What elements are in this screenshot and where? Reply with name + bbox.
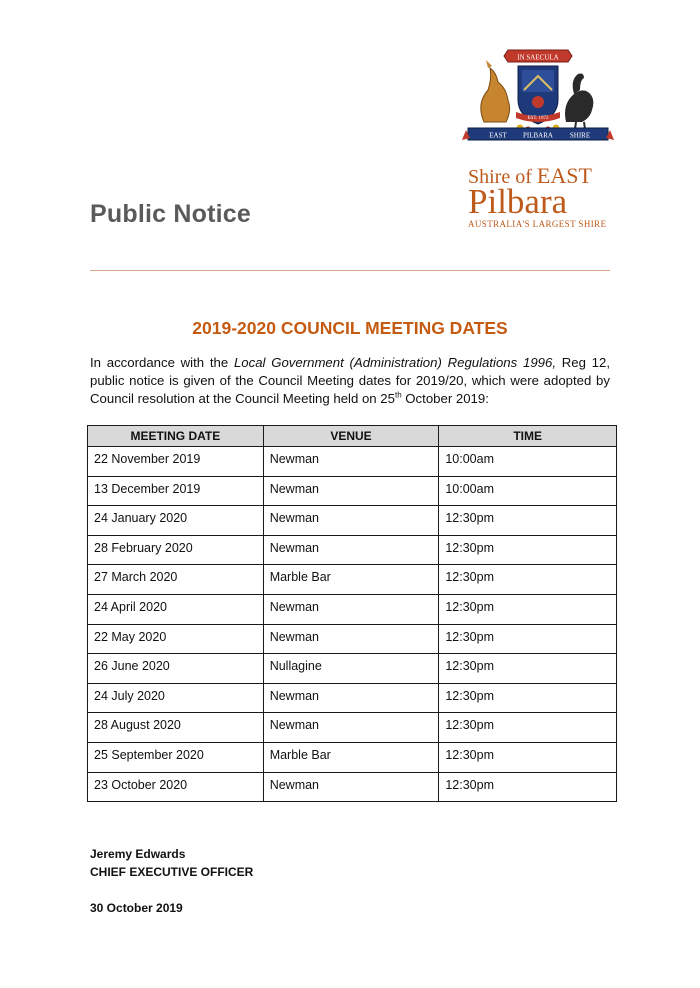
- cell-date: 28 February 2020: [88, 535, 264, 565]
- column-header-venue: VENUE: [263, 426, 439, 447]
- cell-venue: Newman: [263, 476, 439, 506]
- cell-venue: Newman: [263, 594, 439, 624]
- wordmark-pilbara: Pilbara: [468, 182, 568, 221]
- signature-block: [90, 845, 253, 917]
- cell-date: 23 October 2020: [88, 772, 264, 802]
- cell-date: 28 August 2020: [88, 713, 264, 743]
- crest-motto: IN SAECULA: [517, 53, 559, 62]
- shire-wordmark: [468, 163, 618, 229]
- cell-time: 12:30pm: [439, 506, 617, 536]
- crest-band-east: EAST: [489, 131, 507, 140]
- cell-venue: Newman: [263, 447, 439, 477]
- cell-time: 12:30pm: [439, 683, 617, 713]
- cell-time: 12:30pm: [439, 624, 617, 654]
- table-row: [88, 565, 617, 595]
- notice-heading: 2019-2020 COUNCIL MEETING DATES: [192, 318, 508, 338]
- cell-date: 22 May 2020: [88, 624, 264, 654]
- table-row: [88, 624, 617, 654]
- table-row: [88, 447, 617, 477]
- table-header-row: [88, 426, 617, 447]
- cell-time: 10:00am: [439, 447, 617, 477]
- cell-venue: Newman: [263, 624, 439, 654]
- intro-text-3: October 2019:: [401, 391, 489, 406]
- cell-date: 24 July 2020: [88, 683, 264, 713]
- cell-time: 12:30pm: [439, 535, 617, 565]
- cell-time: 12:30pm: [439, 713, 617, 743]
- cell-venue: Marble Bar: [263, 742, 439, 772]
- wordmark-east: EAST: [536, 163, 592, 188]
- signatory-role: CHIEF EXECUTIVE OFFICER: [90, 865, 254, 879]
- table-row: [88, 683, 617, 713]
- cell-time: 10:00am: [439, 476, 617, 506]
- cell-venue: Nullagine: [263, 654, 439, 684]
- table-row: [88, 654, 617, 684]
- page-title: Public Notice: [90, 200, 251, 228]
- intro-text-1: In accordance with the: [90, 355, 234, 370]
- signatory-name: Jeremy Edwards: [90, 847, 186, 861]
- cell-date: 27 March 2020: [88, 565, 264, 595]
- cell-venue: Newman: [263, 772, 439, 802]
- wordmark-tagline: AUSTRALIA'S LARGEST SHIRE: [468, 219, 607, 229]
- shire-crest-logo: [462, 44, 614, 148]
- cell-date: 25 September 2020: [88, 742, 264, 772]
- intro-regulation: Local Government (Administration) Regulations 1996,: [233, 355, 556, 370]
- cell-date: 22 November 2019: [88, 447, 264, 477]
- table-row: [88, 742, 617, 772]
- column-header-time: TIME: [439, 426, 617, 447]
- crest-year: EST. 1972: [527, 116, 549, 121]
- cell-venue: Newman: [263, 535, 439, 565]
- table-row: [88, 506, 617, 536]
- intro-paragraph: [90, 354, 610, 408]
- cell-time: 12:30pm: [439, 742, 617, 772]
- crest-band-pilbara: PILBARA: [523, 131, 553, 140]
- cell-venue: Newman: [263, 506, 439, 536]
- table-row: [88, 535, 617, 565]
- intro-text-2: Reg 12, public notice is given of the Council Meeting dates for 2019/20, which were adopted by Council resolution at the Council Meeting held on 25: [90, 355, 610, 406]
- table-row: [88, 594, 617, 624]
- cell-venue: Newman: [263, 713, 439, 743]
- cell-time: 12:30pm: [439, 594, 617, 624]
- cell-time: 12:30pm: [439, 565, 617, 595]
- column-header-date: MEETING DATE: [88, 426, 264, 447]
- intro-superscript: th: [394, 390, 402, 400]
- cell-date: 13 December 2019: [88, 476, 264, 506]
- cell-venue: Marble Bar: [263, 565, 439, 595]
- crest-band-shire: SHIRE: [569, 131, 591, 140]
- cell-time: 12:30pm: [439, 654, 617, 684]
- table-row: [88, 772, 617, 802]
- cell-venue: Newman: [263, 683, 439, 713]
- table-row: [88, 476, 617, 506]
- meeting-dates-table: [87, 425, 617, 802]
- notice-date: 30 October 2019: [90, 901, 183, 915]
- cell-date: 26 June 2020: [88, 654, 264, 684]
- header-divider: [90, 270, 610, 271]
- cell-date: 24 January 2020: [88, 506, 264, 536]
- wordmark-shire-of-text: Shire of: [468, 166, 532, 188]
- cell-time: 12:30pm: [439, 772, 617, 802]
- table-row: [88, 713, 617, 743]
- cell-date: 24 April 2020: [88, 594, 264, 624]
